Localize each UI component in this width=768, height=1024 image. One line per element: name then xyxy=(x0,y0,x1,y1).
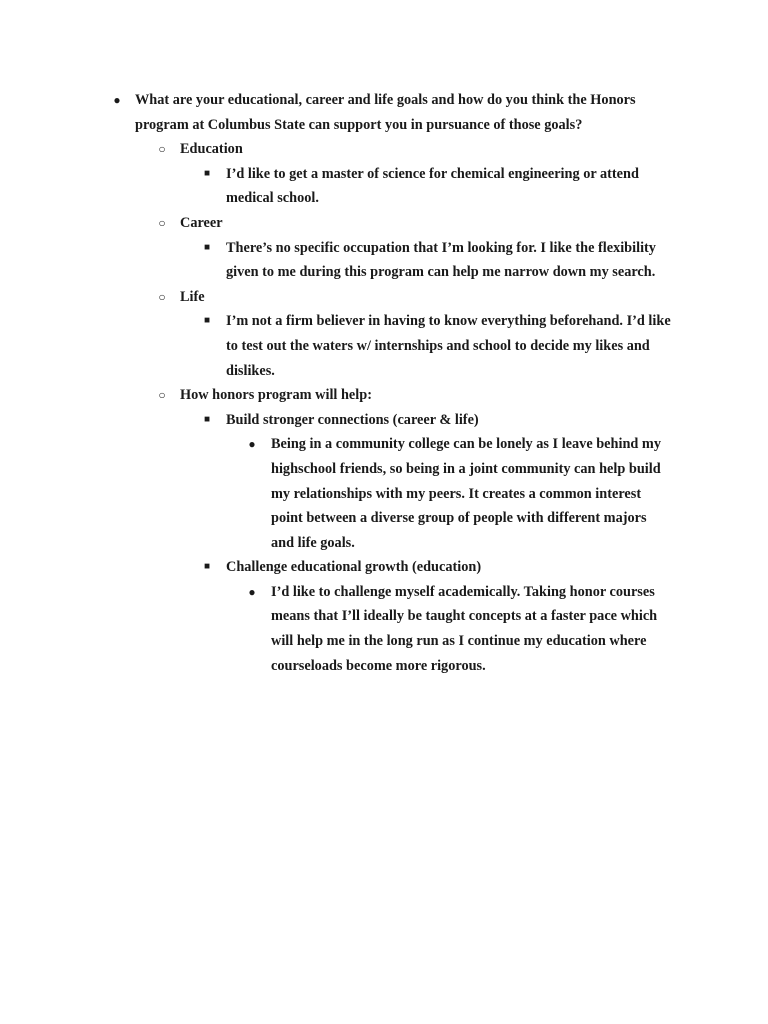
honors-help-heading: How honors program will help: xyxy=(180,387,372,404)
square-bullet-icon: ■ xyxy=(203,241,211,253)
growth-detail-text: I’d like to challenge myself academically. Taking honor courses means that I’ll ideally be taught concepts at a faster pace which will help me in the long run as I continue my education where courseloads become more rigorous. xyxy=(271,583,658,674)
square-bullet-icon: ■ xyxy=(203,413,211,425)
goals-question-text: What are your educational, career and life goals and how do you think the Honors program at Columbus State can support you in pursuance of those goals? xyxy=(135,92,636,133)
connections-detail-item xyxy=(0,432,768,555)
life-point-text: I’m not a firm believer in having to know everything beforehand. I’d like to test out the waters w/ internships and school to decide my likes and dislikes. xyxy=(226,313,671,379)
filled-circle-bullet-icon: ● xyxy=(248,437,256,452)
growth-item xyxy=(0,555,768,580)
filled-circle-bullet-icon: ● xyxy=(113,93,121,107)
life-item xyxy=(0,285,768,310)
life-heading: Life xyxy=(180,288,205,305)
hollow-circle-bullet-icon: ○ xyxy=(158,215,166,230)
career-item xyxy=(0,211,768,236)
growth-label: Challenge educational growth (education) xyxy=(226,559,482,576)
life-point-item xyxy=(0,309,768,383)
hollow-circle-bullet-icon: ○ xyxy=(158,388,166,403)
education-point-item xyxy=(0,162,768,211)
hollow-circle-bullet-icon: ○ xyxy=(158,289,166,304)
career-point-item xyxy=(0,236,768,285)
connections-label: Build stronger connections (career & life) xyxy=(226,411,479,428)
goals-question-item xyxy=(0,88,768,137)
growth-detail-item xyxy=(0,580,768,678)
filled-circle-bullet-icon: ● xyxy=(248,584,256,599)
square-bullet-icon: ■ xyxy=(203,315,211,327)
career-point-text: There’s no specific occupation that I’m looking for. I like the flexibility given to me during this program can help me narrow down my search. xyxy=(226,239,656,281)
document-page xyxy=(0,88,768,678)
connections-item xyxy=(0,408,768,433)
square-bullet-icon: ■ xyxy=(203,167,211,179)
education-item xyxy=(0,137,768,162)
education-heading: Education xyxy=(180,141,243,158)
square-bullet-icon: ■ xyxy=(203,561,211,573)
education-point-text: I’d like to get a master of science for chemical engineering or attend medical school. xyxy=(226,165,639,207)
connections-detail-text: Being in a community college can be lonely as I leave behind my highschool friends, so being in a joint community can help build my relationships with my peers. It creates a common interest point between a diverse group of people with different majors and life goals. xyxy=(271,436,661,551)
honors-help-item xyxy=(0,383,768,408)
hollow-circle-bullet-icon: ○ xyxy=(158,142,166,157)
career-heading: Career xyxy=(180,214,223,231)
